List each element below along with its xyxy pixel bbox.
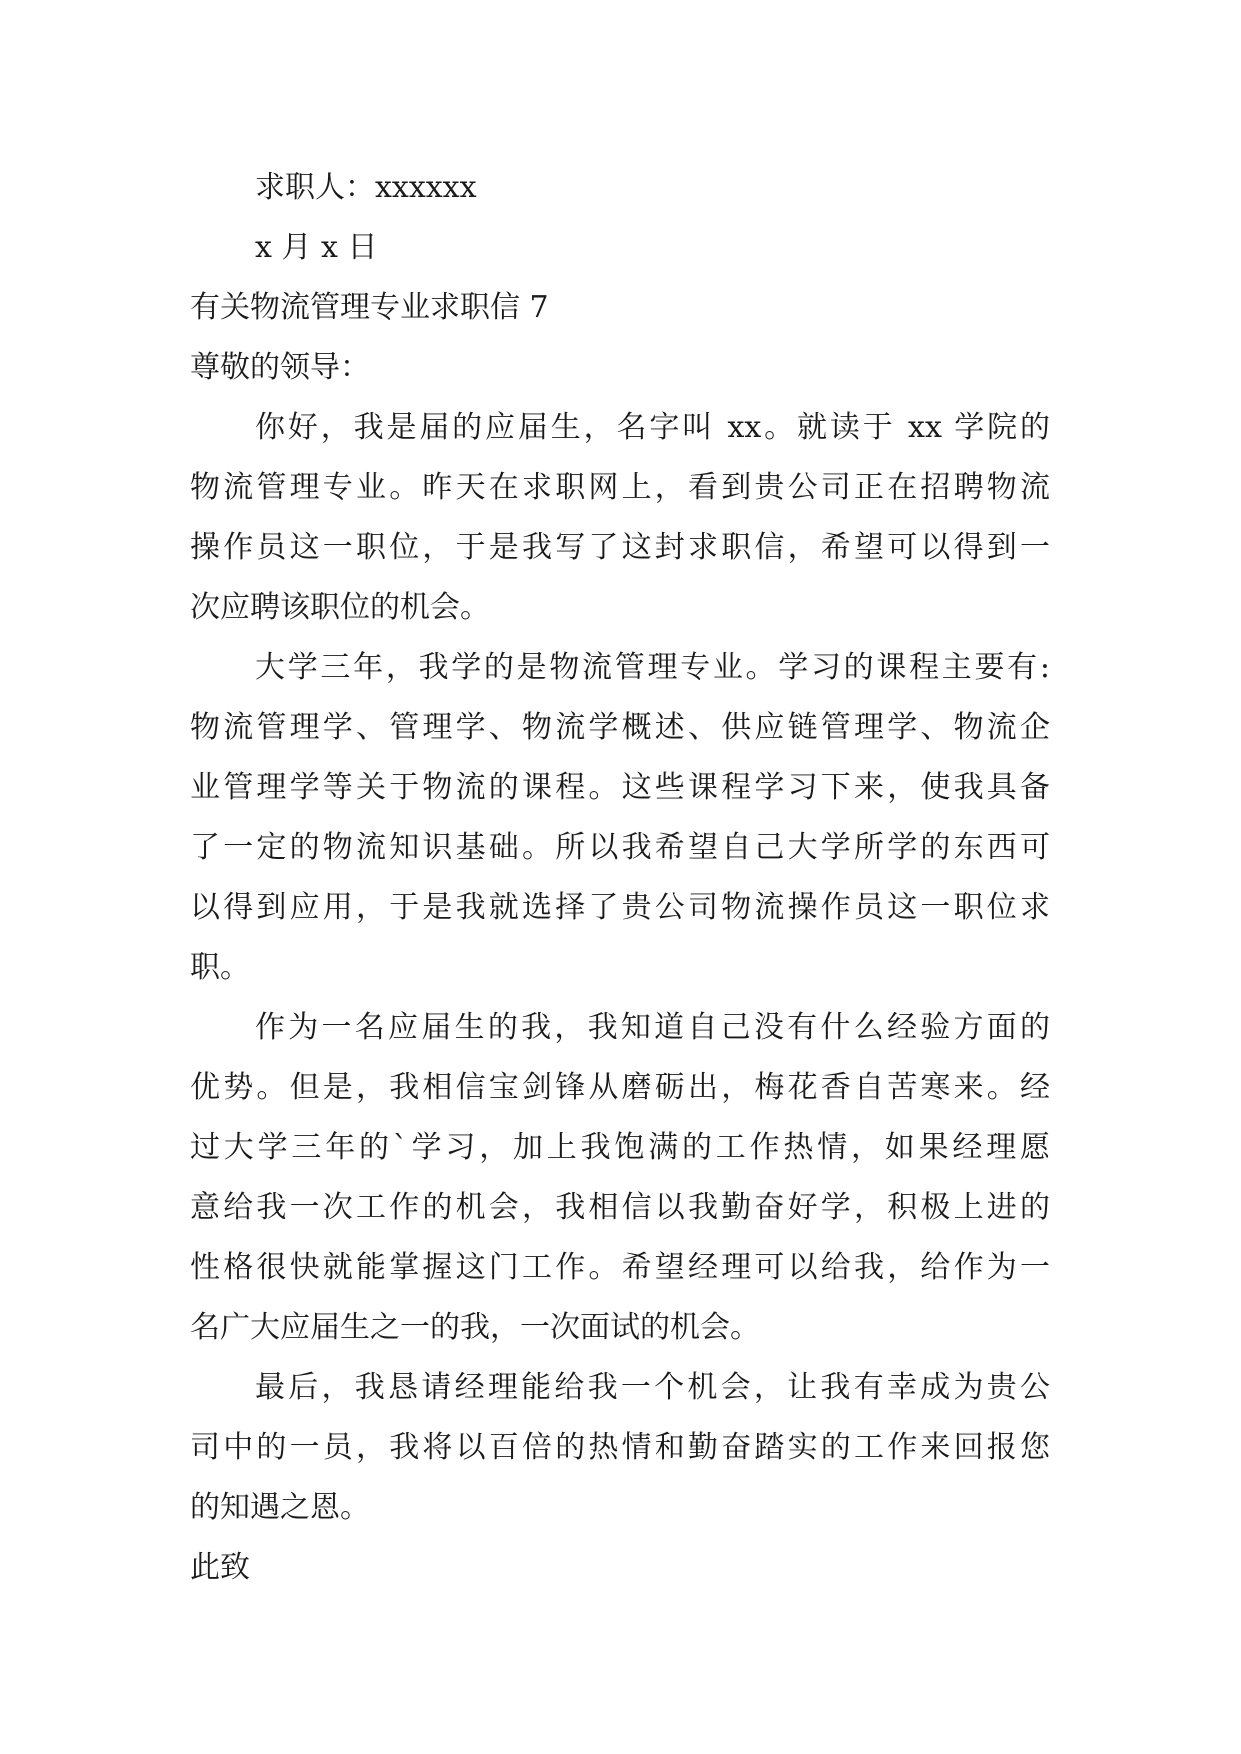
paragraph-2-line-3: 业管理学等关于物流的课程。这些课程学习下来，使我具备 [190, 770, 1050, 805]
signature-date: x 月 x 日 [255, 230, 378, 265]
paragraph-2-line-1: 大学三年，我学的是物流管理专业。学习的课程主要有: [255, 650, 1050, 685]
paragraph-3-line-4: 意给我一次工作的机会，我相信以我勤奋好学，积极上进的 [190, 1190, 1050, 1225]
paragraph-4-line-2: 司中的一员，我将以百倍的热情和勤奋踏实的工作来回报您 [190, 1430, 1050, 1465]
letter-closing: 此致 [190, 1550, 250, 1585]
paragraph-3-line-6: 名广大应届生之一的我，一次面试的机会。 [190, 1310, 760, 1345]
paragraph-1-line-3: 操作员这一职位，于是我写了这封求职信，希望可以得到一 [190, 530, 1050, 565]
paragraph-3-line-3: 过大学三年的`学习，加上我饱满的工作热情，如果经理愿 [190, 1130, 1050, 1165]
paragraph-1-line-2: 物流管理专业。昨天在求职网上，看到贵公司正在招聘物流 [190, 470, 1050, 505]
letter-title: 有关物流管理专业求职信 7 [190, 290, 549, 325]
applicant-signature: 求职人：xxxxxx [255, 170, 477, 205]
paragraph-3-line-1: 作为一名应届生的我，我知道自己没有什么经验方面的 [255, 1010, 1050, 1045]
paragraph-1-line-4: 次应聘该职位的机会。 [190, 590, 490, 625]
paragraph-2-line-2: 物流管理学、管理学、物流学概述、供应链管理学、物流企 [190, 710, 1050, 745]
paragraph-2-line-6: 职。 [190, 950, 250, 985]
paragraph-4-line-3: 的知遇之恩。 [190, 1490, 370, 1525]
paragraph-2-line-4: 了一定的物流知识基础。所以我希望自己大学所学的东西可 [190, 830, 1050, 865]
paragraph-3-line-5: 性格很快就能掌握这门工作。希望经理可以给我，给作为一 [190, 1250, 1050, 1285]
paragraph-4-line-1: 最后，我恳请经理能给我一个机会，让我有幸成为贵公 [255, 1370, 1050, 1405]
letter-salutation: 尊敬的领导： [190, 350, 370, 385]
paragraph-1-line-1: 你好，我是届的应届生，名字叫 xx。就读于 xx 学院的 [255, 410, 1050, 445]
paragraph-2-line-5: 以得到应用，于是我就选择了贵公司物流操作员这一职位求 [190, 890, 1050, 925]
paragraph-3-line-2: 优势。但是，我相信宝剑锋从磨砺出，梅花香自苦寒来。经 [190, 1070, 1050, 1105]
